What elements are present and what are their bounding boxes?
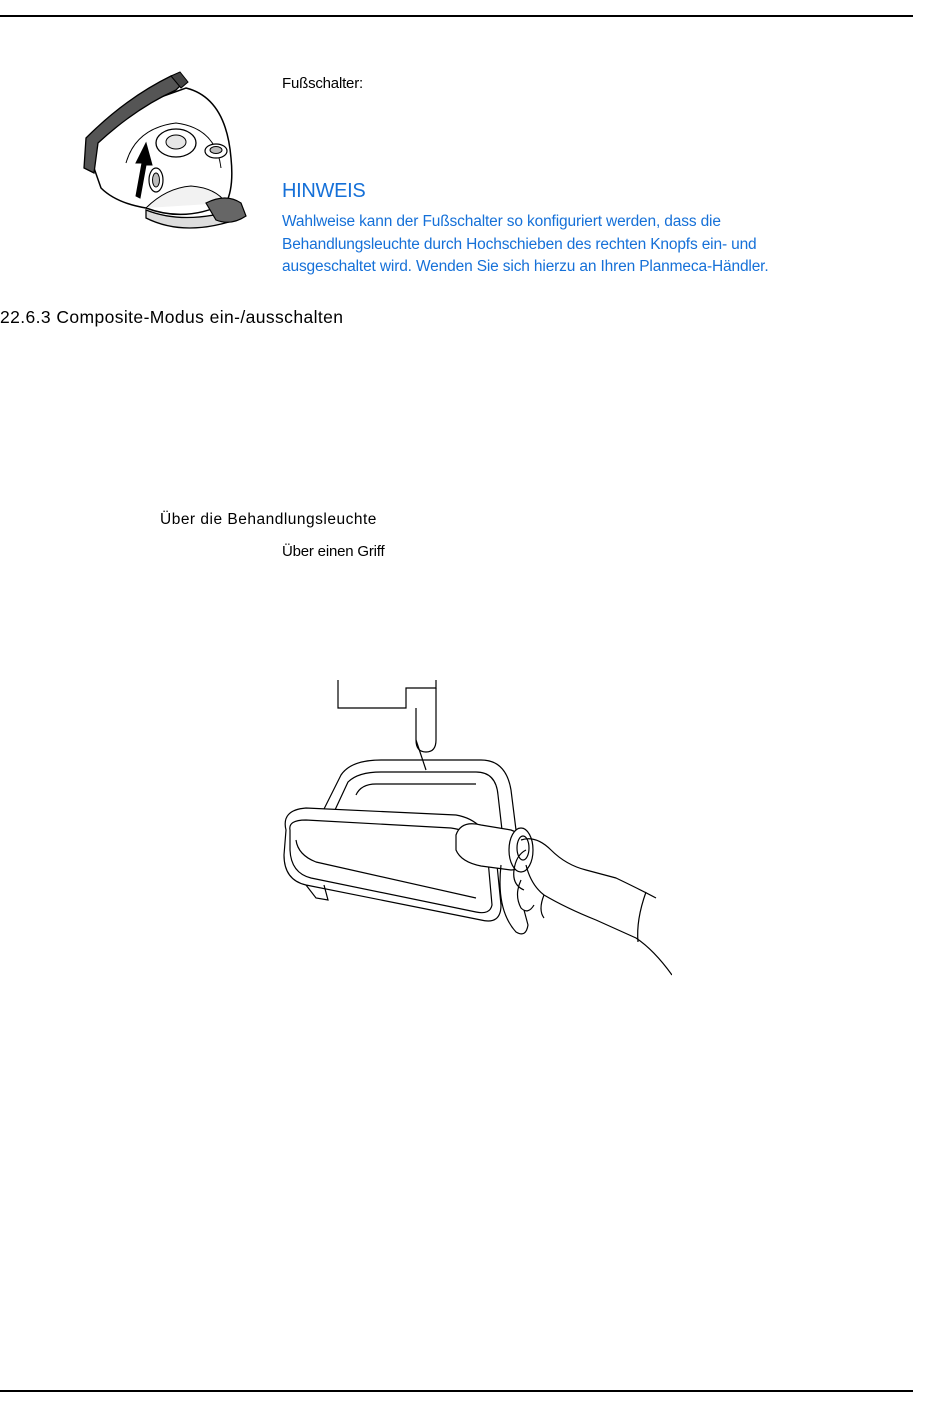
footer-rule [0,1390,913,1392]
sub-heading: Über die Behandlungsleuchte [160,511,377,528]
foot-switch-illustration [76,68,248,238]
note-line: Wahlweise kann der Fußschalter so konfiguriert werden, dass die [282,213,721,230]
note-title: HINWEIS [282,180,366,202]
foot-switch-label: Fußschalter: [282,75,363,92]
section-heading: 22.6.3 Composite-Modus ein-/ausschalten [0,307,344,327]
note-body [282,211,902,279]
sub-sub-heading: Über einen Griff [282,543,385,560]
dental-light-illustration [276,680,672,980]
note-line: Behandlungsleuchte durch Hochschieben des rechten Knopfs ein- und [282,235,757,253]
note-line: ausgeschaltet wird. Wenden Sie sich hierzu an Ihren Planmeca-Händler. [282,258,769,275]
header-rule [0,15,913,17]
